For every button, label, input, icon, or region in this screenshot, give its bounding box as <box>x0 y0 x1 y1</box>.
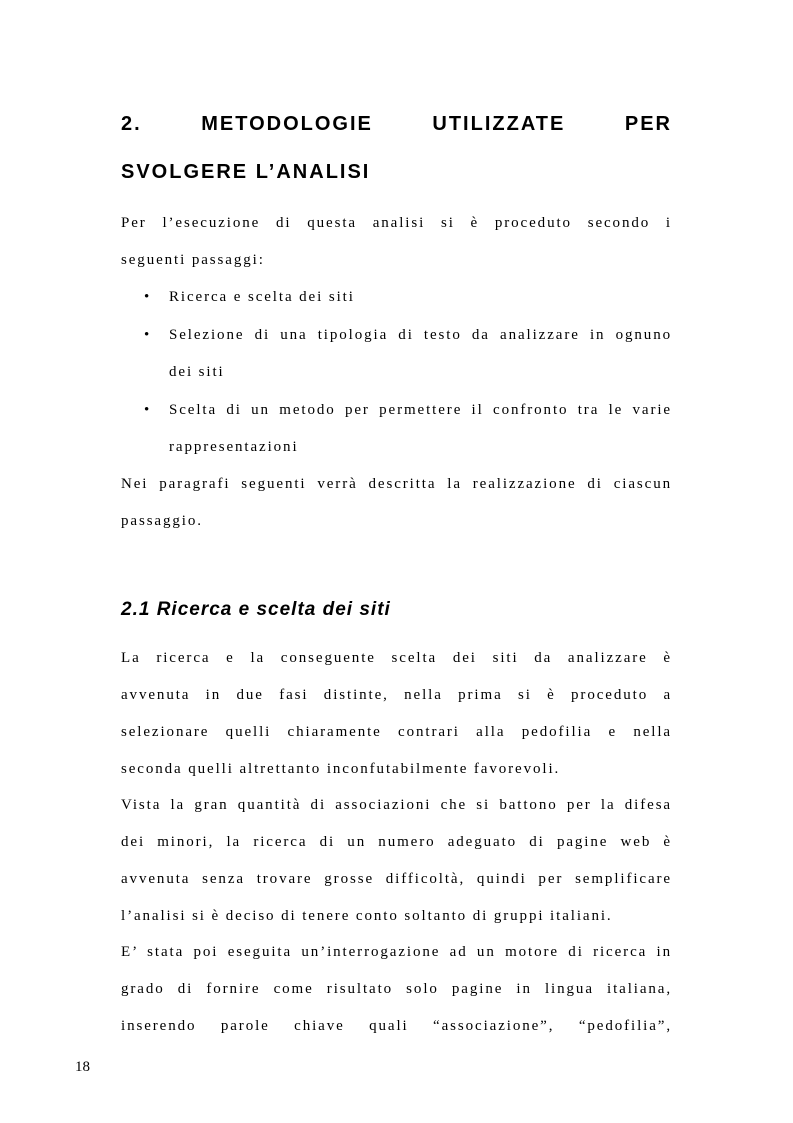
bullet-item: Ricerca e scelta dei siti <box>169 289 355 305</box>
outro-line: passaggio. <box>121 513 203 529</box>
bullet-item-continuation: dei siti <box>169 364 225 380</box>
body-line: selezionare quelli chiaramente contrari alla pedofilia e nella <box>121 724 672 740</box>
heading-word: 2. <box>121 113 142 135</box>
body-line: La ricerca e la conseguente scelta dei siti da analizzare è <box>121 650 672 666</box>
subsection-heading: 2.1 Ricerca e scelta dei siti <box>121 599 391 620</box>
body-line: inserendo parole chiave quali “associazione”, “pedofilia”, <box>121 1018 672 1034</box>
section-heading-line2: SVOLGERE L’ANALISI <box>121 161 371 183</box>
heading-word: METODOLOGIE <box>201 113 373 135</box>
body-line: avvenuta in due fasi distinte, nella prima si è proceduto a <box>121 687 672 703</box>
bullet-marker: • <box>144 327 150 343</box>
bullet-item: Selezione di una tipologia di testo da analizzare in ognuno <box>169 327 672 343</box>
body-line: avvenuta senza trovare grosse difficoltà, quindi per semplificare <box>121 871 672 887</box>
body-line: seconda quelli altrettanto inconfutabilmente favorevoli. <box>121 761 561 777</box>
outro-line: Nei paragrafi seguenti verrà descritta la realizzazione di ciascun <box>121 476 672 492</box>
bullet-marker: • <box>144 289 150 305</box>
body-line: dei minori, la ricerca di un numero adeguato di pagine web è <box>121 834 672 850</box>
intro-line: Per l’esecuzione di questa analisi si è proceduto secondo i <box>121 215 672 231</box>
bullet-item: Scelta di un metodo per permettere il confronto tra le varie <box>169 402 672 418</box>
body-line: grado di fornire come risultato solo pagine in lingua italiana, <box>121 981 672 997</box>
body-line: E’ stata poi eseguita un’interrogazione ad un motore di ricerca in <box>121 944 672 960</box>
bullet-item-continuation: rappresentazioni <box>169 439 299 455</box>
heading-word: PER <box>624 113 672 135</box>
body-line: Vista la gran quantità di associazioni che si battono per la difesa <box>121 797 672 813</box>
page-number: 18 <box>75 1059 90 1075</box>
intro-line: seguenti passaggi: <box>121 252 265 268</box>
bullet-marker: • <box>144 402 150 418</box>
section-heading-line1 <box>121 112 672 136</box>
body-line: l’analisi si è deciso di tenere conto soltanto di gruppi italiani. <box>121 908 613 924</box>
heading-word: UTILIZZATE <box>432 113 566 135</box>
